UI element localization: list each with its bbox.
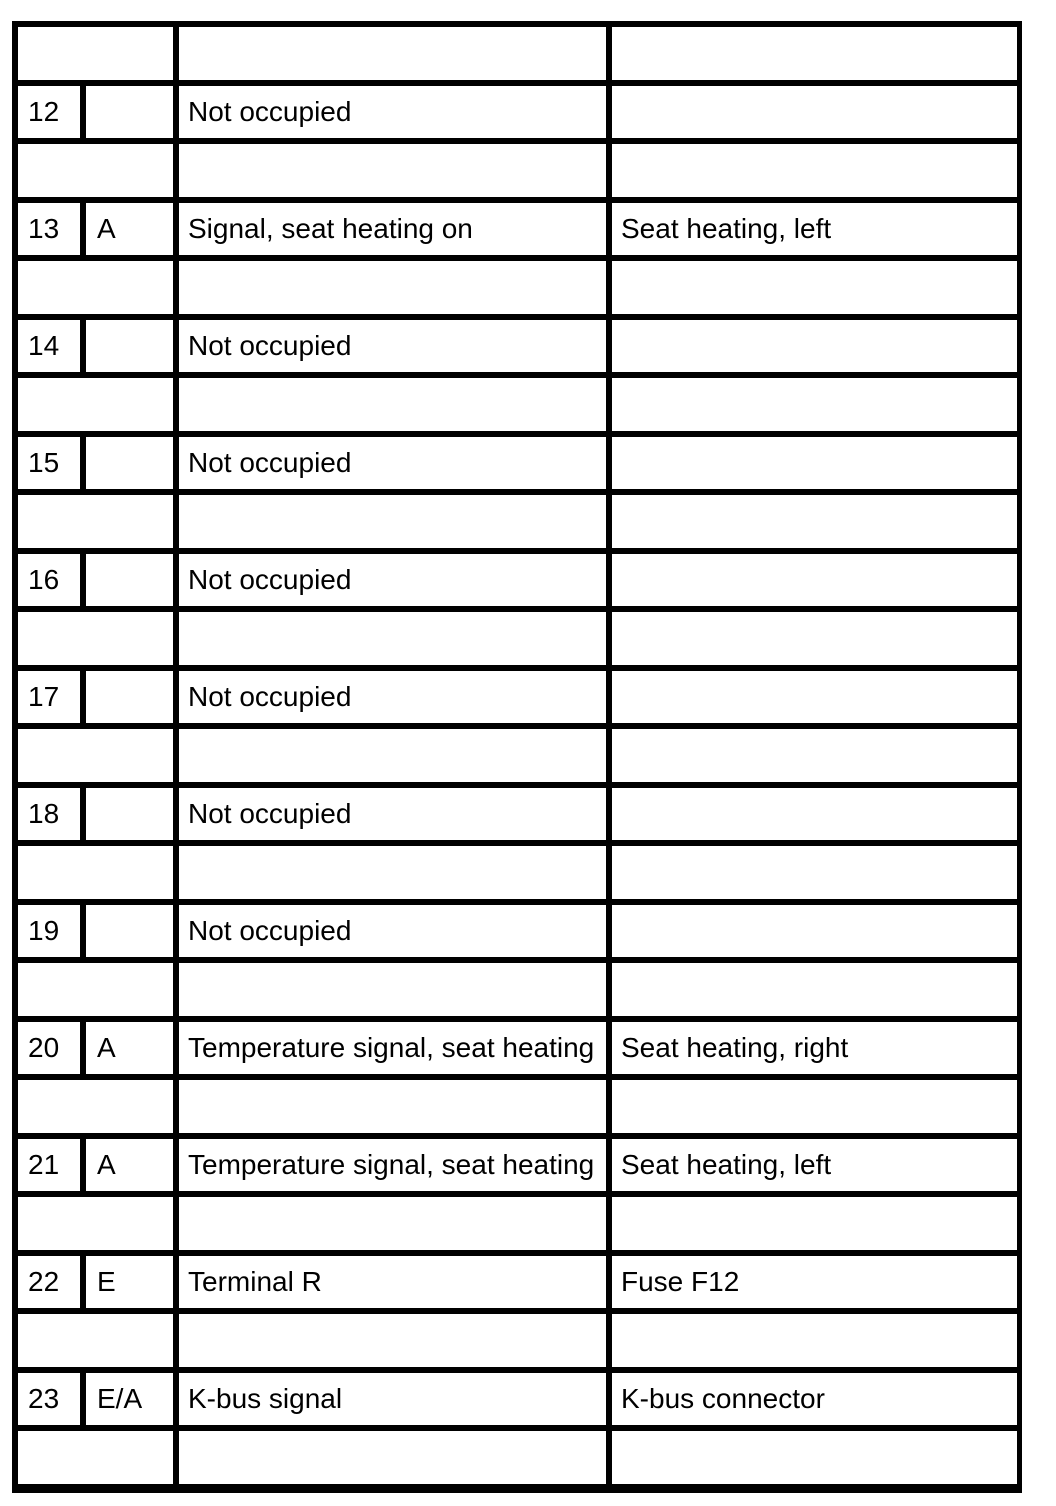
spacer-cell	[18, 1431, 173, 1484]
connection-cell: Fuse F12	[612, 1256, 1017, 1309]
type-cell	[86, 437, 173, 490]
type-cell	[86, 671, 173, 724]
description-cell: Not occupied	[179, 905, 606, 958]
spacer-connection-cell	[612, 495, 1017, 548]
type-cell	[86, 554, 173, 607]
pin-cell: 14	[18, 320, 80, 373]
spacer-cell	[18, 378, 173, 431]
type-cell	[86, 788, 173, 841]
spacer-description-cell	[179, 261, 606, 314]
pin-cell: 22	[18, 1256, 80, 1309]
spacer-description-cell	[179, 144, 606, 197]
spacer-description-cell	[179, 495, 606, 548]
description-cell: Not occupied	[179, 554, 606, 607]
description-cell: Not occupied	[179, 320, 606, 373]
connection-cell: Seat heating, left	[612, 1139, 1017, 1192]
pin-cell: 23	[18, 1373, 80, 1426]
spacer-connection-cell	[612, 1431, 1017, 1484]
type-cell: E/A	[86, 1373, 173, 1426]
type-cell: A	[86, 203, 173, 256]
type-cell: A	[86, 1022, 173, 1075]
spacer-cell	[18, 27, 173, 80]
connection-cell	[612, 437, 1017, 490]
pin-cell: 20	[18, 1022, 80, 1075]
description-cell: Temperature signal, seat heating	[179, 1139, 606, 1192]
pin-cell: 21	[18, 1139, 80, 1192]
spacer-connection-cell	[612, 27, 1017, 80]
description-cell: Signal, seat heating on	[179, 203, 606, 256]
description-cell: Not occupied	[179, 86, 606, 139]
description-cell: Temperature signal, seat heating	[179, 1022, 606, 1075]
connection-cell	[612, 320, 1017, 373]
connection-cell	[612, 671, 1017, 724]
connection-cell	[612, 905, 1017, 958]
spacer-cell	[18, 846, 173, 899]
type-cell: A	[86, 1139, 173, 1192]
spacer-description-cell	[179, 378, 606, 431]
pin-cell: 16	[18, 554, 80, 607]
spacer-cell	[18, 261, 173, 314]
type-cell	[86, 320, 173, 373]
spacer-connection-cell	[612, 963, 1017, 1016]
spacer-cell	[18, 1314, 173, 1367]
connection-cell: Seat heating, right	[612, 1022, 1017, 1075]
type-cell	[86, 86, 173, 139]
spacer-connection-cell	[612, 1080, 1017, 1133]
spacer-connection-cell	[612, 1197, 1017, 1250]
spacer-description-cell	[179, 1431, 606, 1484]
spacer-cell	[18, 963, 173, 1016]
spacer-description-cell	[179, 612, 606, 665]
spacer-cell	[18, 729, 173, 782]
connection-cell	[612, 788, 1017, 841]
spacer-cell	[18, 612, 173, 665]
spacer-connection-cell	[612, 846, 1017, 899]
spacer-connection-cell	[612, 1314, 1017, 1367]
spacer-connection-cell	[612, 729, 1017, 782]
pin-cell: 13	[18, 203, 80, 256]
spacer-cell	[18, 1197, 173, 1250]
pin-cell: 17	[18, 671, 80, 724]
connection-cell: Seat heating, left	[612, 203, 1017, 256]
connection-cell: K-bus connector	[612, 1373, 1017, 1426]
connection-cell	[612, 86, 1017, 139]
spacer-description-cell	[179, 1314, 606, 1367]
pin-assignment-table	[12, 21, 1022, 1493]
description-cell: K-bus signal	[179, 1373, 606, 1426]
description-cell: Not occupied	[179, 788, 606, 841]
type-cell: E	[86, 1256, 173, 1309]
description-cell: Terminal R	[179, 1256, 606, 1309]
spacer-description-cell	[179, 1080, 606, 1133]
spacer-description-cell	[179, 846, 606, 899]
description-cell: Not occupied	[179, 671, 606, 724]
spacer-connection-cell	[612, 144, 1017, 197]
connection-cell	[612, 554, 1017, 607]
spacer-cell	[18, 144, 173, 197]
spacer-cell	[18, 495, 173, 548]
pin-cell: 18	[18, 788, 80, 841]
spacer-connection-cell	[612, 378, 1017, 431]
spacer-description-cell	[179, 1197, 606, 1250]
spacer-description-cell	[179, 27, 606, 80]
type-cell	[86, 905, 173, 958]
spacer-connection-cell	[612, 261, 1017, 314]
description-cell: Not occupied	[179, 437, 606, 490]
pin-cell: 19	[18, 905, 80, 958]
spacer-connection-cell	[612, 612, 1017, 665]
spacer-description-cell	[179, 963, 606, 1016]
spacer-cell	[18, 1080, 173, 1133]
pin-cell: 15	[18, 437, 80, 490]
spacer-description-cell	[179, 729, 606, 782]
pin-cell: 12	[18, 86, 80, 139]
